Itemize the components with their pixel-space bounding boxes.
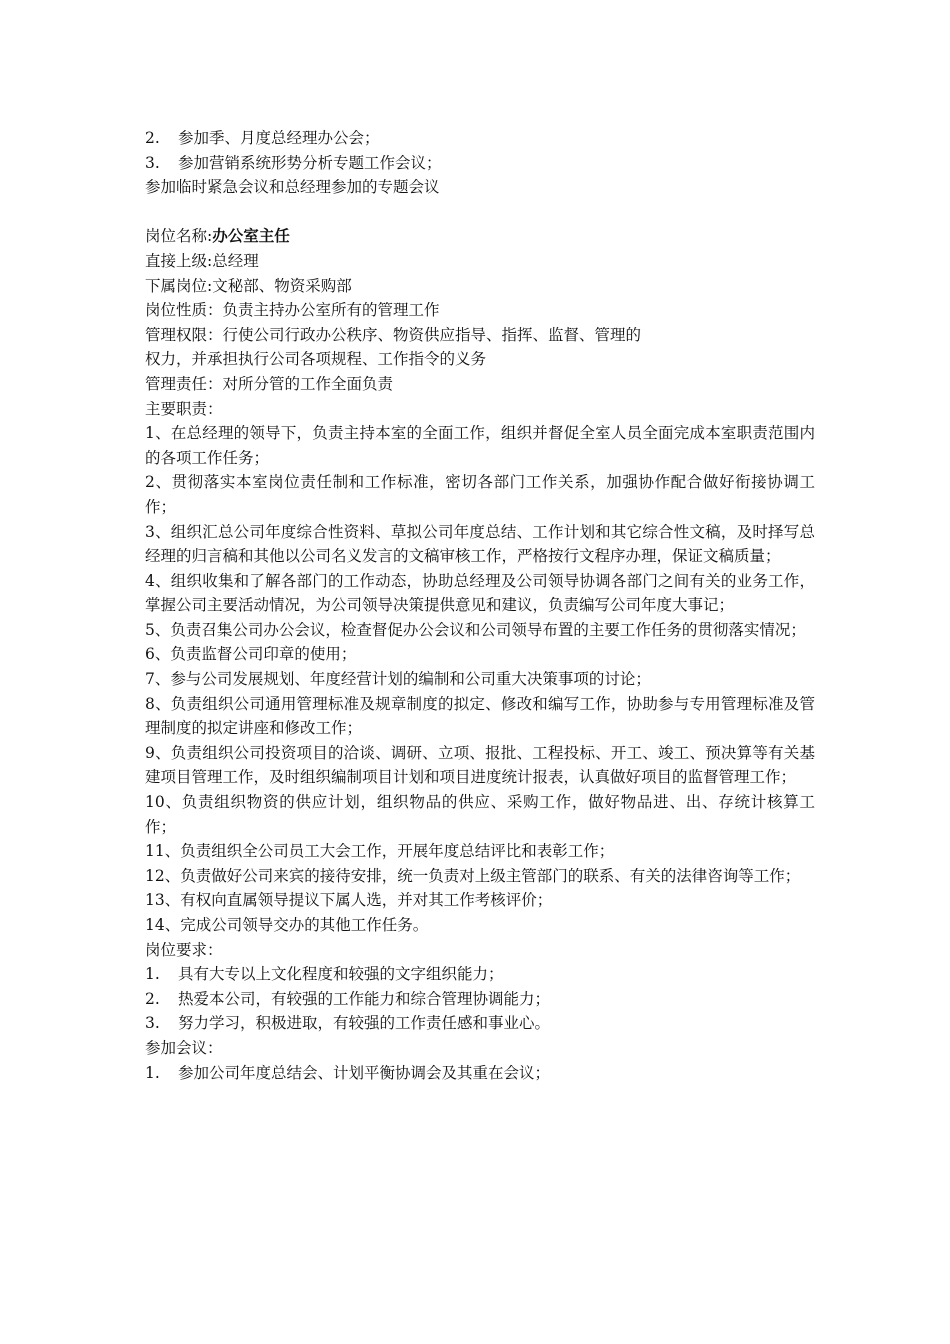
meetings-heading: 参加会议： — [145, 1038, 223, 1057]
duty-item: 11、负责组织全公司员工大会工作，开展年度总结评比和表彰工作； — [145, 842, 615, 861]
requirement-item — [145, 962, 815, 987]
meeting-number: 3. — [145, 153, 160, 172]
meeting-text: 参加公司年度总结会、计划平衡协调会及其重在会议； — [178, 1063, 551, 1082]
requirement-number: 1. — [145, 965, 160, 984]
duty-item: 6、负责监督公司印章的使用； — [145, 645, 357, 664]
duty-item: 13、有权向直属领导提议下属人选，并对其工作考核评价； — [145, 891, 553, 910]
duty-item: 1、在总经理的领导下，负责主持本室的全面工作，组织并督促全室人员全面完成本室职责范围内的各项工作任务； — [145, 424, 815, 467]
management-authority-line2: 权力，并承担执行公司各项规程、工作指令的义务 — [145, 350, 487, 369]
duties-heading: 主要职责： — [145, 399, 223, 418]
duty-item: 12、负责做好公司来宾的接待安排，统一负责对上级主管部门的联系、有关的法律咨询等工作； — [145, 866, 801, 885]
duty-item: 8、负责组织公司通用管理标准及规章制度的拟定、修改和编写工作，协助参与专用管理标准及管理制度的拟定讲座和修改工作； — [145, 694, 815, 738]
blank-line — [145, 200, 815, 225]
meeting-number: 2. — [145, 129, 160, 147]
duty-item: 7、参与公司发展规划、年度经营计划的编制和公司重大决策事项的讨论； — [145, 670, 651, 689]
meeting-item — [145, 151, 815, 176]
position-nature: 岗位性质：负责主持办公室所有的管理工作 — [145, 301, 440, 320]
management-authority-line1: 管理权限：行使公司行政办公秩序、物资供应指导、指挥、监督、管理的 — [145, 325, 642, 344]
duty-item: 5、负责召集公司办公会议，检查督促办公会议和公司领导布置的主要工作任务的贯彻落实情况； — [145, 620, 806, 639]
meeting-text: 参加营销系统形势分析专题工作会议； — [178, 153, 442, 172]
duty-item: 2、贯彻落实本室岗位责任制和工作标准，密切各部门工作关系，加强协作配合做好衔接协调工作； — [145, 473, 815, 516]
meeting-extra: 参加临时紧急会议和总经理参加的专题会议 — [145, 178, 440, 197]
requirement-item — [145, 987, 815, 1012]
requirements-heading: 岗位要求： — [145, 940, 223, 959]
document-page — [145, 126, 815, 1085]
requirement-text: 具有大专以上文化程度和较强的文字组织能力； — [178, 965, 504, 984]
direct-superior: 直接上级:总经理 — [145, 251, 259, 270]
management-responsibility: 管理责任：对所分管的工作全面负责 — [145, 374, 394, 393]
position-name-value: 办公室主任 — [212, 226, 290, 246]
requirement-item — [145, 1011, 815, 1036]
subordinate-positions: 下属岗位:文秘部、物资采购部 — [145, 276, 352, 295]
meeting-number: 1. — [145, 1063, 160, 1082]
duty-item: 9、负责组织公司投资项目的洽谈、调研、立项、报批、工程投标、开工、竣工、预决算等有关基建项目管理工作，及时组织编制项目计划和项目进度统计报表，认真做好项目的监督管理工作； — [145, 743, 815, 787]
duty-item: 4、组织收集和了解各部门的工作动态，协助总经理及公司领导协调各部门之间有关的业务工作，掌握公司主要活动情况，为公司领导决策提供意见和建议，负责编写公司年度大事记； — [145, 571, 815, 615]
meeting-item — [145, 1061, 815, 1086]
position-name — [145, 224, 815, 249]
meeting-text: 参加季、月度总经理办公会； — [178, 129, 380, 147]
duty-item: 10、负责组织物资的供应计划，组织物品的供应、采购工作，做好物品进、出、存统计核算工作； — [145, 793, 815, 836]
requirement-number: 3. — [145, 1014, 160, 1033]
requirement-text: 努力学习，积极进取，有较强的工作责任感和事业心。 — [178, 1014, 551, 1033]
duty-item: 14、完成公司领导交办的其他工作任务。 — [145, 916, 429, 934]
meeting-item — [145, 126, 815, 151]
requirement-text: 热爱本公司，有较强的工作能力和综合管理协调能力； — [178, 989, 551, 1008]
position-name-label: 岗位名称: — [145, 227, 213, 246]
requirement-number: 2. — [145, 989, 160, 1008]
duty-item: 3、组织汇总公司年度综合性资料、草拟公司年度总结、工作计划和其它综合性文稿，及时择写总经理的归言稿和其他以公司名义发言的文稿审核工作，严格按行文程序办理，保证文稿质量； — [145, 522, 815, 566]
